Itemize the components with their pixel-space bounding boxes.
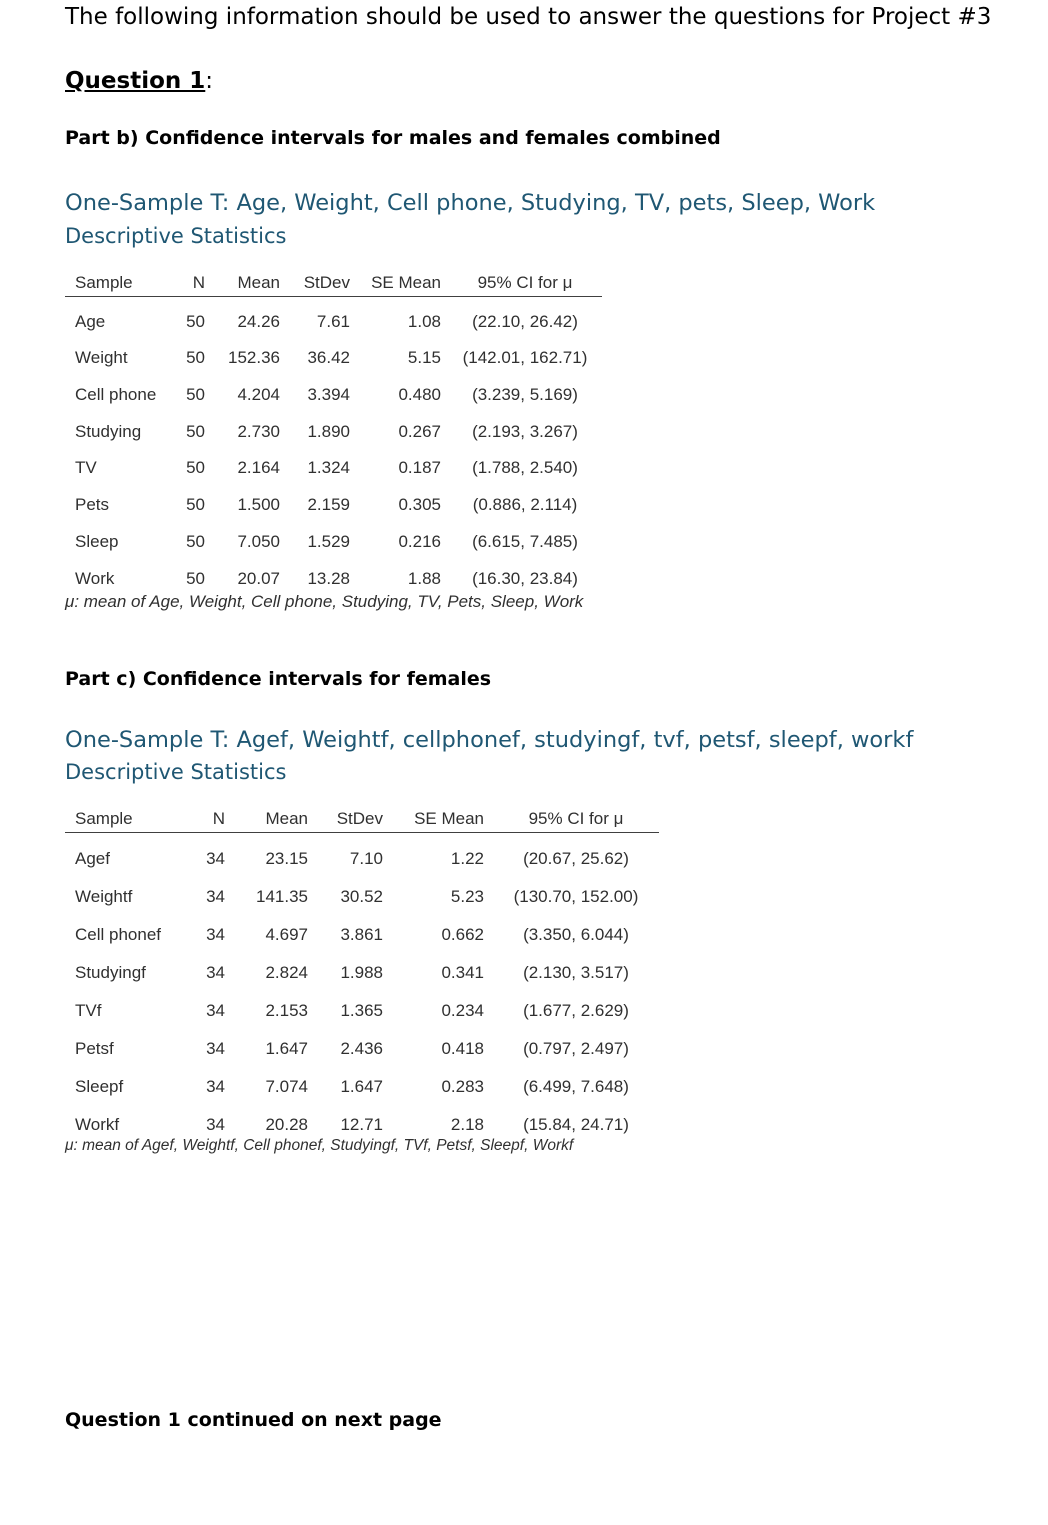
cell-n: 34 xyxy=(206,963,225,982)
table-row xyxy=(65,554,602,591)
cell-sample: Weight xyxy=(75,348,128,368)
cell-semean: 0.480 xyxy=(398,385,441,405)
cell-mean: 2.153 xyxy=(265,1001,308,1020)
cell-n: 50 xyxy=(186,495,205,515)
table-row xyxy=(65,444,602,481)
table-row xyxy=(65,334,602,371)
table-row xyxy=(65,909,659,947)
part-b-stats-table xyxy=(65,270,602,591)
cell-sample: Cell phone xyxy=(75,385,157,405)
cell-semean: 0.341 xyxy=(441,963,484,982)
header-mean: Mean xyxy=(265,809,308,828)
cell-stdev: 1.365 xyxy=(340,1001,383,1020)
table-row xyxy=(65,517,602,554)
cell-semean: 5.15 xyxy=(407,348,441,368)
header-se-mean: SE Mean xyxy=(371,273,441,292)
cell-semean: 0.305 xyxy=(398,495,441,515)
header-ci: 95% CI for μ xyxy=(528,809,624,828)
cell-n: 50 xyxy=(186,568,205,588)
cell-sample: Pets xyxy=(75,495,110,515)
cell-mean: 23.15 xyxy=(265,849,308,868)
cell-n: 34 xyxy=(206,1001,225,1020)
cell-sample: Age xyxy=(75,311,106,331)
cell-n: 34 xyxy=(206,1077,225,1096)
cell-stdev: 2.159 xyxy=(307,495,350,515)
table-row xyxy=(65,407,602,444)
cell-semean: 0.187 xyxy=(398,458,441,478)
cell-sample: Work xyxy=(75,568,115,588)
cell-stdev: 3.394 xyxy=(307,385,350,405)
table-header xyxy=(65,270,602,297)
cell-stdev: 30.52 xyxy=(340,887,383,906)
cell-semean: 0.418 xyxy=(441,1039,484,1058)
part-c-mu-note: μ: mean of Agef, Weightf, Cell phonef, Studyingf, TVf, Petsf, Sleepf, Workf xyxy=(65,1137,574,1154)
cell-n: 50 xyxy=(186,458,205,478)
table-row xyxy=(65,1061,659,1099)
part-b-heading: Part b) Confidence intervals for males and females combined xyxy=(65,127,721,149)
cell-sample: Petsf xyxy=(75,1039,114,1058)
cell-sample: Studyingf xyxy=(75,963,146,982)
cell-sample: TV xyxy=(75,458,97,478)
cell-ci: (6.499, 7.648) xyxy=(523,1077,629,1096)
cell-semean: 1.88 xyxy=(407,568,441,588)
cell-stdev: 36.42 xyxy=(307,348,350,368)
cell-n: 34 xyxy=(206,1039,225,1058)
cell-ci: (15.84, 24.71) xyxy=(523,1115,629,1134)
cell-ci: (20.67, 25.62) xyxy=(523,849,629,868)
cell-mean: 20.28 xyxy=(265,1115,308,1134)
cell-stdev: 1.529 xyxy=(307,531,350,551)
table-row xyxy=(65,370,602,407)
table-row xyxy=(65,1023,659,1061)
cell-ci: (3.350, 6.044) xyxy=(523,925,629,944)
table-row xyxy=(65,871,659,909)
cell-mean: 20.07 xyxy=(237,568,280,588)
cell-ci: (142.01, 162.71) xyxy=(462,348,588,368)
cell-sample: Cell phonef xyxy=(75,925,162,944)
part-b-output-title: One-Sample T: Age, Weight, Cell phone, Studying, TV, pets, Sleep, Work xyxy=(65,190,876,216)
part-b-output-subtitle: Descriptive Statistics xyxy=(65,224,287,248)
cell-n: 50 xyxy=(186,385,205,405)
cell-ci: (0.797, 2.497) xyxy=(523,1039,629,1058)
question-heading xyxy=(65,68,213,94)
cell-n: 50 xyxy=(186,348,205,368)
cell-mean: 24.26 xyxy=(237,311,280,331)
cell-stdev: 12.71 xyxy=(340,1115,383,1134)
cell-sample: TVf xyxy=(75,1001,102,1020)
part-c-output-subtitle: Descriptive Statistics xyxy=(65,760,287,784)
cell-ci: (3.239, 5.169) xyxy=(472,385,578,405)
cell-mean: 7.050 xyxy=(237,531,280,551)
cell-mean: 4.697 xyxy=(265,925,308,944)
cell-n: 34 xyxy=(206,925,225,944)
cell-semean: 2.18 xyxy=(450,1115,484,1134)
table-row xyxy=(65,480,602,517)
part-c-output-title: One-Sample T: Agef, Weightf, cellphonef, studyingf, tvf, petsf, sleepf, workf xyxy=(65,727,914,753)
cell-n: 34 xyxy=(206,849,225,868)
cell-sample: Sleepf xyxy=(75,1077,124,1096)
cell-stdev: 1.324 xyxy=(307,458,350,478)
cell-ci: (130.70, 152.00) xyxy=(513,887,639,906)
cell-sample: Weightf xyxy=(75,887,133,906)
cell-semean: 5.23 xyxy=(450,887,484,906)
cell-semean: 0.234 xyxy=(441,1001,484,1020)
cell-sample: Sleep xyxy=(75,531,119,551)
cell-ci: (6.615, 7.485) xyxy=(472,531,578,551)
header-n: N xyxy=(212,809,225,828)
cell-ci: (0.886, 2.114) xyxy=(472,495,578,515)
cell-mean: 2.824 xyxy=(265,963,308,982)
header-mean: Mean xyxy=(237,273,280,292)
header-n: N xyxy=(192,273,205,292)
cell-n: 50 xyxy=(186,311,205,331)
cell-stdev: 1.988 xyxy=(340,963,383,982)
header-sample: Sample xyxy=(75,273,133,292)
cell-semean: 0.267 xyxy=(398,421,441,441)
table-row xyxy=(65,985,659,1023)
table-row xyxy=(65,947,659,985)
cell-semean: 0.283 xyxy=(441,1077,484,1096)
intro-text: The following information should be used to answer the questions for Project #3 xyxy=(65,4,992,30)
cell-stdev: 1.647 xyxy=(340,1077,383,1096)
cell-stdev: 7.10 xyxy=(349,849,383,868)
cell-ci: (16.30, 23.84) xyxy=(472,568,578,588)
cell-n: 50 xyxy=(186,531,205,551)
cell-mean: 7.074 xyxy=(265,1077,308,1096)
cell-stdev: 7.61 xyxy=(316,311,350,331)
cell-semean: 1.22 xyxy=(450,849,484,868)
cell-semean: 0.216 xyxy=(398,531,441,551)
header-sample: Sample xyxy=(75,809,133,828)
cell-sample: Workf xyxy=(75,1115,120,1134)
cell-mean: 141.35 xyxy=(256,887,308,906)
table-header xyxy=(65,806,659,833)
part-b-mu-note: μ: mean of Age, Weight, Cell phone, Studying, TV, Pets, Sleep, Work xyxy=(65,592,584,611)
table-row xyxy=(65,1099,659,1137)
continued-note: Question 1 continued on next page xyxy=(65,1409,442,1431)
cell-ci: (22.10, 26.42) xyxy=(472,311,578,331)
cell-sample: Studying xyxy=(75,421,142,441)
table-row xyxy=(65,833,659,871)
cell-stdev: 1.890 xyxy=(307,421,350,441)
cell-n: 50 xyxy=(186,421,205,441)
cell-mean: 4.204 xyxy=(237,385,280,405)
part-c-heading: Part c) Confidence intervals for females xyxy=(65,668,492,690)
cell-ci: (1.788, 2.540) xyxy=(472,458,578,478)
cell-semean: 1.08 xyxy=(407,311,441,331)
cell-mean: 1.500 xyxy=(237,495,280,515)
header-se-mean: SE Mean xyxy=(414,809,484,828)
cell-ci: (2.130, 3.517) xyxy=(523,963,629,982)
cell-stdev: 13.28 xyxy=(307,568,350,588)
part-c-stats-table xyxy=(65,806,659,1137)
cell-mean: 152.36 xyxy=(228,348,280,368)
table-row xyxy=(65,297,602,334)
cell-n: 34 xyxy=(206,1115,225,1134)
question-label: Question 1 xyxy=(65,68,206,94)
cell-mean: 2.730 xyxy=(237,421,280,441)
cell-ci: (2.193, 3.267) xyxy=(472,421,578,441)
cell-sample: Agef xyxy=(75,849,110,868)
question-colon: : xyxy=(205,68,214,94)
cell-mean: 2.164 xyxy=(237,458,280,478)
cell-ci: (1.677, 2.629) xyxy=(523,1001,629,1020)
cell-semean: 0.662 xyxy=(441,925,484,944)
header-ci: 95% CI for μ xyxy=(477,273,573,292)
header-stdev: StDev xyxy=(303,273,350,292)
cell-stdev: 3.861 xyxy=(340,925,383,944)
header-stdev: StDev xyxy=(336,809,383,828)
cell-n: 34 xyxy=(206,887,225,906)
cell-mean: 1.647 xyxy=(265,1039,308,1058)
cell-stdev: 2.436 xyxy=(340,1039,383,1058)
